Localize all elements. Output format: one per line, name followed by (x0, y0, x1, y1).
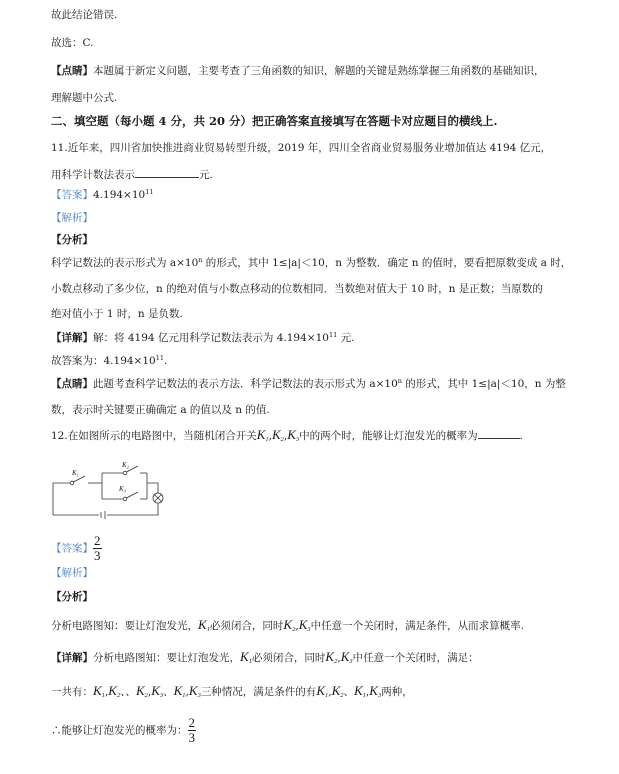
q12-answer-fraction: $\frac{2}{3}$ (94, 533, 101, 563)
circuit-diagram (50, 460, 170, 520)
circuit-k2-label: $K_2$ (122, 461, 129, 470)
q12-text-b: 中的两个时，能够让灯泡发光的概率为 (299, 430, 478, 442)
conclusion-line: 故此结论错误. (51, 9, 118, 21)
choice-line: 故选：C. (51, 37, 94, 49)
q11-detail-b: 元. (337, 332, 355, 344)
q12-text: 12.在如图所示的电路图中，当随机闭合开关$K_1,K_2,K_3$中的两个时，能够让灯泡发光的概率为 . (51, 427, 523, 443)
q11-comment-1exp: n (397, 377, 402, 385)
circuit-k3-label: $K_3$ (119, 485, 126, 494)
q11-fenxi-1a: 科学记数法的表示形式为 a×10 (51, 257, 199, 269)
q12-total: 一共有：$K_1,K_2$、、$K_2,K_3$、$K_1,K_3$三种情况，满足条件的有$K_1,K_2$、$K_1,K_3$两种， (51, 683, 413, 699)
q12-answer-blank (478, 427, 520, 439)
circuit-k1-label: $K_1$ (72, 469, 79, 478)
q11-answer-base: 4.194×10 (93, 189, 146, 201)
q11-detail (51, 331, 354, 345)
k3-symbol: $K_3$ (287, 427, 300, 443)
detail-label: 【详解】 (51, 332, 93, 344)
q11-final (51, 354, 167, 368)
q11-text-2 (51, 166, 213, 182)
comment-label: 【点睛】 (51, 65, 93, 77)
q11-detail-a: 解：将 4194 亿元用科学记数法表示为 4.194×10 (93, 332, 329, 344)
q11-text-1: 11.近年来，四川省加快推进商业贸易转型升级，2019 年，四川全省商业贸易服务业增加值达 4194 亿元， (51, 142, 552, 154)
comment-label: 【点睛】 (51, 378, 93, 390)
comment-line-1 (51, 64, 545, 78)
q12-fenxi: 分析电路图知：要让灯泡发光，$K_1$必须闭合，同时$K_2,K_3$中任意一个关闭时，满足条件，从而求算概率. (51, 617, 524, 633)
q11-text-2a: 用科学计数法表示 (51, 169, 135, 181)
q12-detail: 【详解】分析电路图知：要让灯泡发光，$K_1$必须闭合，同时$K_2,K_3$中任意一个关闭时，满足： (51, 649, 479, 665)
q11-answer-line (51, 188, 154, 202)
q12-final: ∴能够让灯泡发光的概率为： $\frac{2}{3}$ (51, 715, 195, 745)
q11-comment-1b: 的形式，其中 1≤|a|＜10，n 为整 (401, 378, 566, 390)
q12-text-a: 12.在如图所示的电路图中，当随机闭合开关 (51, 430, 257, 442)
comment-text: 本题属于新定义问题，主要考查了三角函数的知识，解题的关键是熟练掌握三角函数的基础知识， (93, 65, 545, 77)
q12-analysis-label: 【解析】 (51, 567, 93, 579)
q11-fenxi-label: 【分析】 (51, 234, 93, 246)
q11-text-2b: 元. (199, 169, 213, 181)
q11-detail-exp: 11 (328, 331, 338, 339)
q11-fenxi-1 (51, 256, 571, 270)
answer-label: 【答案】 (51, 542, 93, 555)
q11-comment-1a: 此题考查科学记数法的表示方法．科学记数法的表示形式为 a×10 (93, 378, 398, 390)
q11-fenxi-3: 绝对值小于 1 时，n 是负数. (51, 308, 183, 320)
q11-fenxi-2: 小数点移动了多少位，n 的绝对值与小数点移动的位数相同．当数绝对值大于 10 时，n 是正数；当原数的 (51, 283, 543, 295)
q12-final-fraction: $\frac{2}{3}$ (188, 715, 195, 745)
section-heading: 二、填空题（每小题 4 分，共 20 分）把正确答案直接填写在答题卡对应题目的横线上. (51, 114, 498, 128)
q11-analysis-label: 【解析】 (51, 212, 93, 224)
q11-fenxi-1b: 的形式，其中 1≤|a|＜10，n 为整数．确定 n 的值时，要看把原数变成 a 时， (202, 257, 572, 269)
q11-final-b: . (164, 355, 168, 367)
q11-comment-1 (51, 377, 566, 391)
q11-final-exp: 11 (155, 354, 164, 362)
q11-answer-blank (135, 166, 199, 178)
q11-answer-exp: 11 (145, 188, 154, 196)
q12-answer-line (51, 534, 102, 563)
k1-symbol: $K_1$ (256, 427, 269, 443)
comment-line-2: 理解题中公式. (51, 92, 118, 104)
q11-fenxi-1exp: n (198, 256, 203, 264)
q11-final-a: 故答案为：4.194×10 (51, 355, 156, 367)
k2-symbol: $K_2$ (271, 427, 284, 443)
answer-label: 【答案】 (51, 189, 93, 201)
q12-fenxi-label: 【分析】 (51, 591, 93, 603)
q11-comment-2: 数，表示时关键要正确确定 a 的值以及 n 的值. (51, 404, 270, 416)
